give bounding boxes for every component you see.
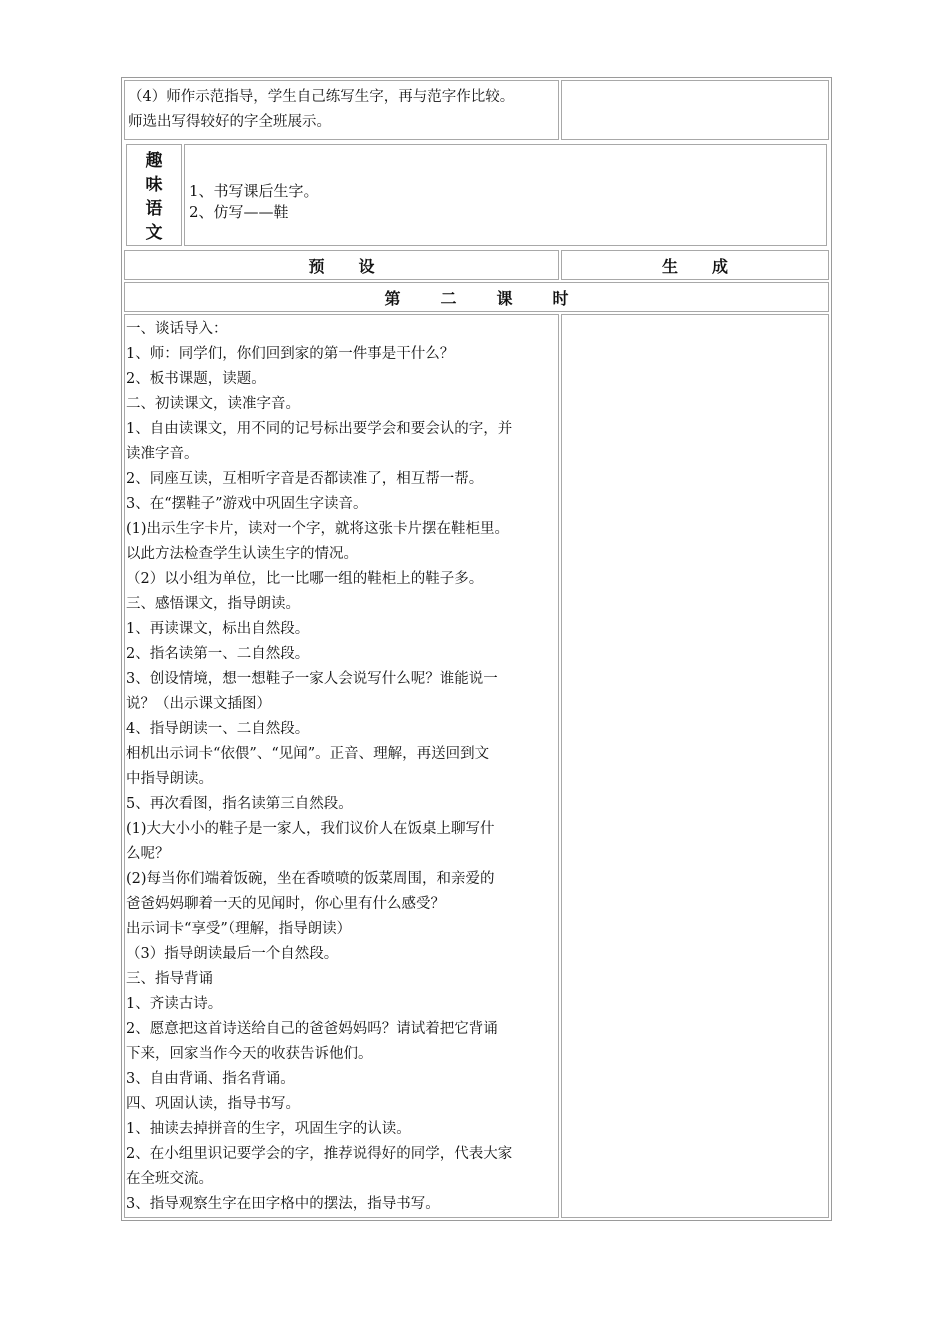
content-line: 三、感悟课文，指导朗读。 (126, 596, 300, 612)
content-line: 么呢？ (126, 846, 170, 862)
fun-chinese-table (124, 142, 829, 248)
content-line: 2、愿意把这首诗送给自己的爸爸妈妈吗？请试着把它背诵 (126, 1021, 498, 1037)
top-row-left-cell (124, 80, 559, 140)
content-line: 四、巩固认读，指导书写。 (126, 1096, 300, 1112)
fun-chinese-item: 2、仿写——鞋 (189, 203, 289, 221)
content-line: （2）以小组为单位，比一比哪一组的鞋柜上的鞋子多。 (126, 571, 484, 587)
lesson-content-cell (124, 314, 559, 1218)
lesson-content (126, 317, 558, 1217)
content-line: (2)每当你们端着饭碗，坐在香喷喷的饭菜周围，和亲爱的 (126, 871, 495, 887)
content-line: 2、在小组里识记要学会的字，推荐说得好的同学，代表大家 (126, 1146, 513, 1162)
header-preset: 预 设 (124, 250, 559, 280)
content-line: 1、自由读课文，用不同的记号标出要学会和要会认的字，并 (126, 421, 513, 437)
content-line: (1)大大小小的鞋子是一家人，我们议价人在饭桌上聊写什 (126, 821, 495, 837)
content-line: 1、再读课文，标出自然段。 (126, 621, 310, 637)
content-line: 爸爸妈妈聊着一天的见闻时，你心里有什么感受？ (126, 896, 445, 912)
content-line: （3）指导朗读最后一个自然段。 (126, 946, 339, 962)
top-row-line-2: 师选出写得较好的字全班展示。 (128, 114, 331, 130)
header-row (124, 250, 829, 280)
content-line: 1、抽读去掉拼音的生字，巩固生字的认读。 (126, 1121, 411, 1137)
content-line: 5、再次看图，指名读第三自然段。 (126, 796, 353, 812)
content-line: 3、自由背诵、指名背诵。 (126, 1071, 295, 1087)
lesson-title: 第 二 课 时 (124, 282, 829, 312)
content-line: 二、初读课文，读准字音。 (126, 396, 300, 412)
lesson-plan-table (121, 77, 832, 1221)
content-line: 三、指导背诵 (126, 971, 213, 987)
lesson-title-row (124, 282, 829, 312)
content-line: 4、指导朗读一、二自然段。 (126, 721, 310, 737)
content-line: 3、指导观察生字在田字格中的摆法，指导书写。 (126, 1196, 440, 1212)
content-line: 相机出示词卡“依偎”、“见闻”。正音、理解，再送回到文 (126, 746, 490, 762)
lesson-body-row (124, 314, 829, 1218)
fun-chinese-row (124, 142, 829, 248)
content-line: 3、在“摆鞋子”游戏中巩固生字读音。 (126, 496, 368, 512)
content-line: 一、谈话导入： (126, 321, 228, 337)
content-line: 在全班交流。 (126, 1171, 213, 1187)
content-line: 读准字音。 (126, 446, 199, 462)
fun-chinese-item: 1、书写课后生字。 (189, 182, 319, 200)
top-row-line-1: （4）师作示范指导，学生自己练写生字，再与范字作比较。 (128, 89, 515, 105)
content-line: 以此方法检查学生认读生字的情况。 (126, 546, 358, 562)
content-line: 说？（出示课文插图） (126, 696, 271, 712)
content-line: 下来，回家当作今天的收获告诉他们。 (126, 1046, 373, 1062)
content-line: 2、同座互读，互相听字音是否都读准了，相互帮一帮。 (126, 471, 484, 487)
header-generate: 生 成 (561, 250, 829, 280)
content-line: 3、创设情境，想一想鞋子一家人会说写什么呢？谁能说一 (126, 671, 498, 687)
content-line: (1)出示生字卡片，读对一个字，就将这张卡片摆在鞋柜里。 (126, 521, 510, 537)
fun-chinese-label: 趣 味 语 文 (126, 144, 182, 246)
fun-chinese-items (184, 144, 827, 246)
top-row-right-cell (561, 80, 829, 140)
content-line: 出示词卡“享受”（理解，指导朗读） (126, 921, 352, 937)
lesson-generate-cell (561, 314, 829, 1218)
content-line: 中指导朗读。 (126, 771, 213, 787)
top-row (124, 80, 829, 140)
content-line: 1、师：同学们，你们回到家的第一件事是干什么？ (126, 346, 455, 362)
content-line: 2、指名读第一、二自然段。 (126, 646, 310, 662)
content-line: 2、板书课题，读题。 (126, 371, 266, 387)
content-line: 1、齐读古诗。 (126, 996, 223, 1012)
lesson-plan-page (121, 77, 829, 1221)
